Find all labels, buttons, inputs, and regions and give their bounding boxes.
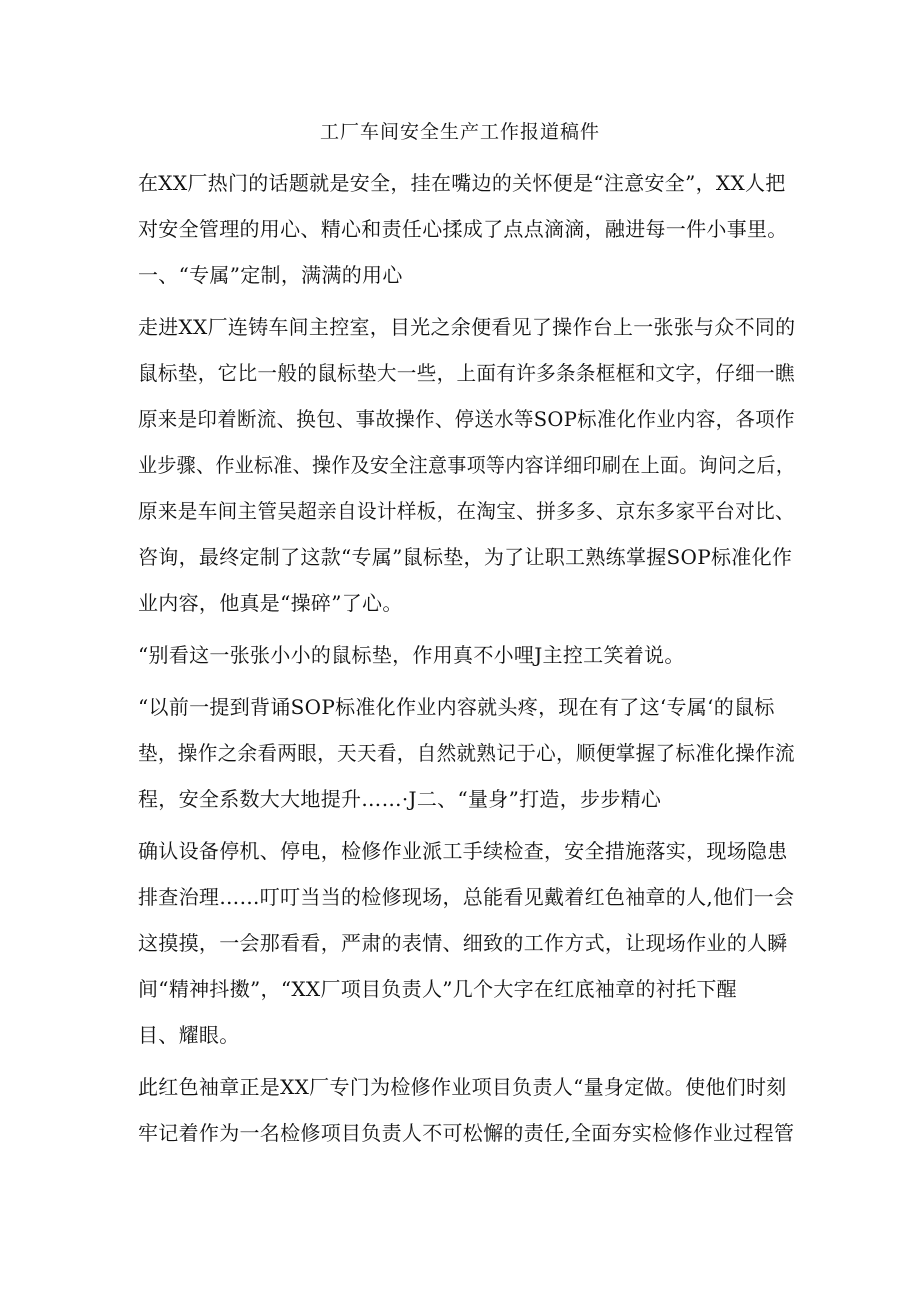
paragraph-line: 咨询，最终定制了这款“专属”鼠标垫，为了让职工熟练掌握SOP标准化作: [138, 545, 793, 569]
paragraph-line: 排查治理……叮叮当当的检修现场，总能看见戴着红色袖章的人,他们一会: [138, 885, 795, 909]
paragraph-line: 程，安全系数大大地提升……·J二、“量身”打造，步步精心: [138, 787, 662, 811]
paragraph-line: 原来是印着断流、换包、事故操作、停送水等SOP标准化作业内容，各项作: [138, 407, 795, 431]
section-heading: 一、“专属”定制，满满的用心: [138, 263, 403, 287]
paragraph-line: 此红色袖章正是XX厂专门为检修作业项目负责人“量身定做。使他们时刻: [138, 1075, 787, 1099]
paragraph-line: 牢记着作为一名检修项目负责人不可松懈的责任,全面夯实检修作业过程管: [138, 1121, 795, 1145]
paragraph-line: 垫，操作之余看两眼，天天看，自然就熟记于心，顺便掌握了标准化操作流: [138, 741, 795, 765]
paragraph-line: 确认设备停机、停电，检修作业派工手续检查，安全措施落实，现场隐患: [138, 839, 788, 863]
paragraph-line: 走进XX厂连铸车间主控室，目光之余便看见了操作台上一张张与众不同的: [138, 315, 796, 339]
paragraph-line: 鼠标垫，它比一般的鼠标垫大一些，上面有许多条条框框和文字，仔细一瞧: [138, 361, 795, 385]
paragraph-line: 目、耀眼。: [138, 1023, 240, 1047]
document-title: 工厂车间安全生产工作报道稿件: [319, 121, 600, 143]
paragraph-line: “别看这一张张小小的鼠标垫，作用真不小哩J主控工笑着说。: [138, 643, 685, 667]
paragraph-line: 对安全管理的用心、精心和责任心揉成了点点滴滴，融进每一件小事里。: [138, 217, 788, 241]
paragraph-line: 在XX厂热门的话题就是安全，挂在嘴边的关怀便是“注意安全”，XX人把: [138, 171, 786, 195]
paragraph-line: 原来是车间主管吴超亲自设计样板，在淘宝、拼多多、京东多家平台对比、: [138, 499, 795, 523]
paragraph-line: 业内容，他真是“操碎”了心。: [138, 591, 403, 615]
paragraph-line: 业步骤、作业标准、操作及安全注意事项等内容详细印刷在上面。询问之后，: [138, 453, 796, 477]
paragraph-line: 这摸摸，一会那看看，严肃的表情、细致的工作方式，让现场作业的人瞬: [138, 931, 788, 955]
paragraph-line: “以前一提到背诵SOP标准化作业内容就头疼，现在有了这‘专属‘的鼠标: [138, 695, 775, 719]
paragraph-line: 间“精神抖擞”，“XX厂项目负责人”几个大字在红底袖章的衬托下醒: [138, 977, 737, 1001]
